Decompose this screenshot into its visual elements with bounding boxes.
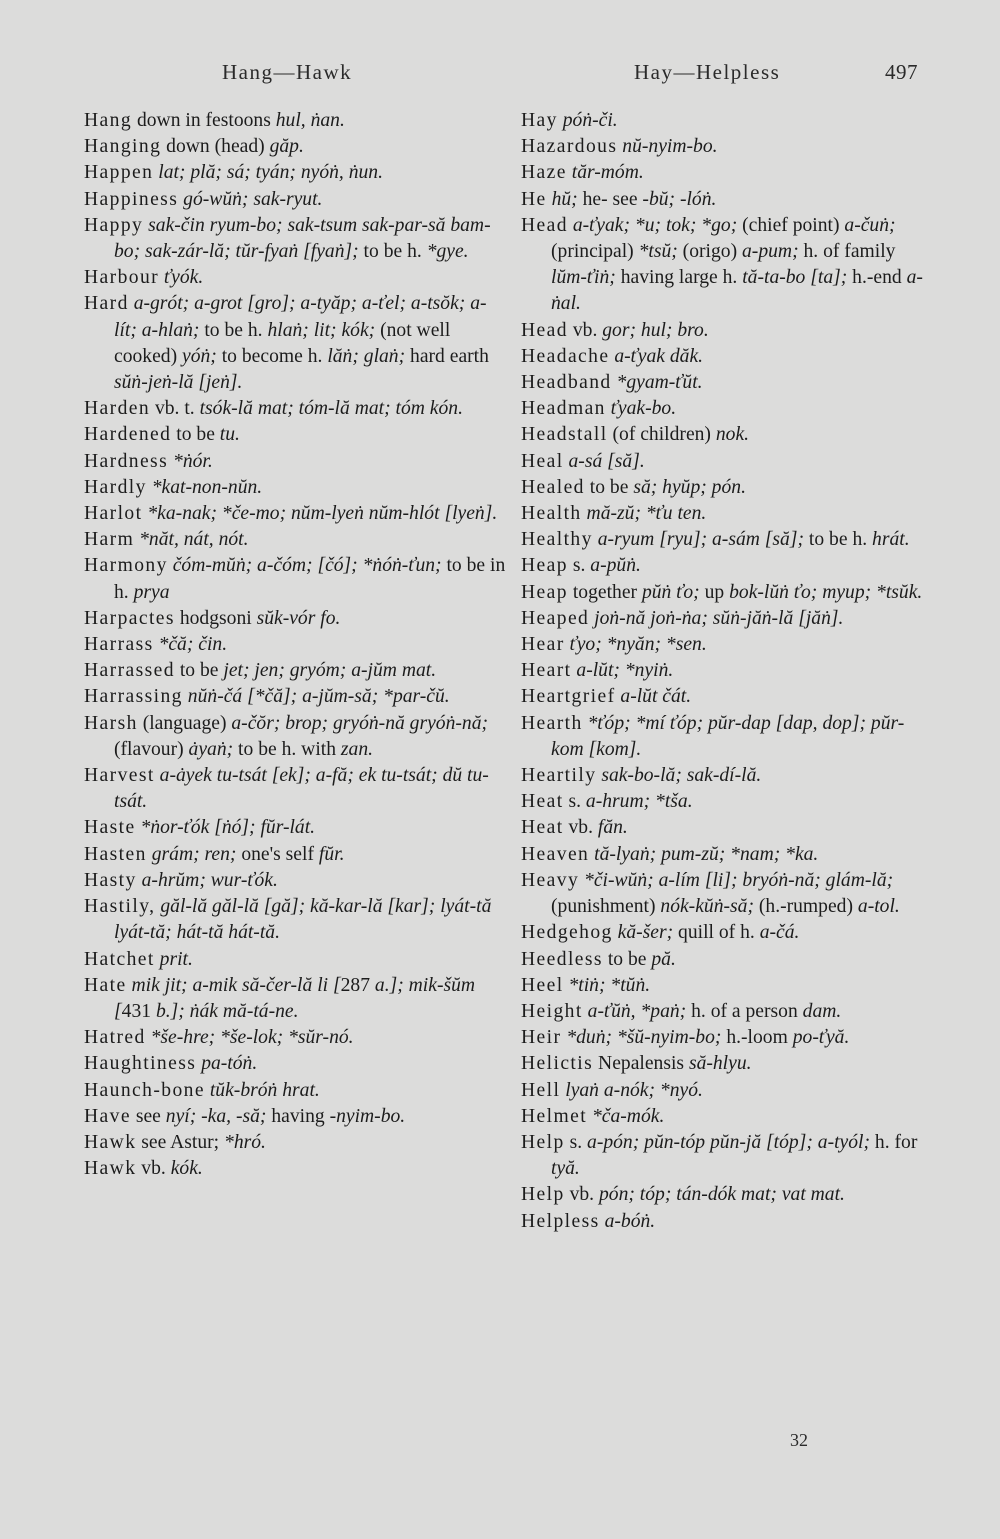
headword: Hatchet xyxy=(84,948,155,970)
dictionary-entry xyxy=(521,187,931,213)
definition: grám; ren; one's self fŭr. xyxy=(151,843,345,865)
definition: joṅ-nă joṅ-ṅa; sŭṅ-jăṅ-lă [jăṅ]. xyxy=(594,607,844,629)
definition: to be pă. xyxy=(602,948,676,970)
dictionary-entry xyxy=(521,1078,931,1104)
dictionary-entry xyxy=(521,868,931,920)
definition: gó-wŭṅ; sak-ryut. xyxy=(183,188,323,210)
headword: Hear xyxy=(521,634,565,656)
definition: s. a-hrum; *tša. xyxy=(563,791,693,813)
definition: prit. xyxy=(159,948,193,970)
headword: Healed xyxy=(521,476,585,498)
headword: Hay xyxy=(521,110,558,131)
dictionary-entry xyxy=(521,658,931,684)
dictionary-entry xyxy=(84,947,506,973)
headword: Haunch-bone xyxy=(84,1079,205,1101)
definition: s. a-pón; pŭn-tóp pŭn-jă [tóp]; a-tyól; h. for tyă. xyxy=(551,1131,918,1180)
dictionary-entry xyxy=(84,422,506,448)
dictionary-entry xyxy=(84,1104,506,1130)
dictionary-entry xyxy=(521,318,931,344)
headword: Healthy xyxy=(521,529,593,551)
headword: Helmet xyxy=(521,1105,588,1127)
dictionary-entry xyxy=(84,187,506,213)
dictionary-entry xyxy=(521,396,931,422)
definition: a-ťŭṅ, *paṅ; h. of a person dam. xyxy=(587,1000,842,1022)
definition: vb. pón; tóp; tán-dók mat; vat mat. xyxy=(564,1184,845,1206)
definition: *năt, nát, nót. xyxy=(139,529,249,551)
definition: together pŭṅ ťo; up bok-lŭṅ ťo; myup; *tsŭk. xyxy=(567,581,923,603)
dictionary-entry xyxy=(84,684,506,710)
dictionary-entry xyxy=(521,1130,931,1182)
running-head-left: Hang—Hawk xyxy=(222,60,353,84)
definition: mik jit; a-mik să-čer-lă li [287 a.]; mik-šŭm [431 b.]; ṅák mă-tá-ne. xyxy=(114,974,476,1022)
headword: Harsh xyxy=(84,712,138,734)
dictionary-entry xyxy=(521,1209,931,1235)
dictionary-entry xyxy=(84,449,506,475)
definition: (of children) nok. xyxy=(607,424,750,446)
definition: a-hrŭm; wur-ťók. xyxy=(141,869,278,891)
dictionary-entry xyxy=(84,658,506,684)
headword: Heap xyxy=(521,555,568,577)
definition: (language) a-čŏr; brop; gryóṅ-nă gryóṅ-nă; (flavour) ȧyaṅ; to be h. with zan. xyxy=(114,712,489,760)
running-head-right: Hay—Helpless xyxy=(634,60,781,84)
headword: Harbour xyxy=(84,267,160,289)
definition: tă-lyaṅ; pum-zŭ; *nam; *ka. xyxy=(594,843,819,865)
dictionary-entry xyxy=(521,763,931,789)
dictionary-entry xyxy=(521,1182,931,1208)
dictionary-entry xyxy=(84,763,506,815)
definition: *ka-nak; *če-mo; nŭm-lyeṅ nŭm-hlót [lyeṅ]. xyxy=(147,503,498,525)
headword: Headband xyxy=(521,372,612,394)
definition: *čă; čin. xyxy=(158,634,228,656)
definition: Nepalensis să-hlyu. xyxy=(593,1053,752,1075)
headword: Heir xyxy=(521,1027,562,1049)
headword: Head xyxy=(521,319,568,341)
dictionary-entry xyxy=(521,606,931,632)
headword: Helictis xyxy=(521,1053,594,1075)
definition: ťyak-bo. xyxy=(610,398,677,420)
dictionary-entry xyxy=(521,580,931,606)
dictionary-entry xyxy=(84,868,506,894)
dictionary-entry xyxy=(84,1051,506,1077)
dictionary-entry xyxy=(521,134,931,160)
dictionary-entry xyxy=(84,711,506,763)
headword: Hazardous xyxy=(521,136,618,158)
headword: Harmony xyxy=(84,555,168,577)
headword: Heap xyxy=(521,581,568,603)
headword: Have xyxy=(84,1105,131,1127)
headword: Headstall xyxy=(521,424,608,446)
headword: Haughtiness xyxy=(84,1053,197,1075)
headword: Headache xyxy=(521,345,610,367)
headword: Hardness xyxy=(84,450,169,472)
definition: *či-wŭṅ; a-lím [li]; bryóṅ-nă; glám-lă; (punishment) nók-kŭṅ-să; (h.-rumped) a-tol. xyxy=(551,869,900,918)
dictionary-entry xyxy=(84,213,506,265)
definition: *ťóp; *mí ťóp; pŭr-dap [dap, dop]; pŭr-kom [kom]. xyxy=(551,712,905,760)
headword: Heart xyxy=(521,660,572,682)
dictionary-entry xyxy=(521,632,931,658)
headword: Health xyxy=(521,503,582,525)
dictionary-entry xyxy=(521,711,931,763)
definition: čóm-mŭṅ; a-čóm; [čó]; *ṅóṅ-ťun; to be in h. prya xyxy=(114,555,506,603)
headword: Heel xyxy=(521,974,564,996)
headword: Heat xyxy=(521,791,564,813)
dictionary-entry xyxy=(521,422,931,448)
definition: tăr-móm. xyxy=(571,162,644,184)
headword: Helpless xyxy=(521,1210,600,1232)
headword: He xyxy=(521,188,547,210)
headword: Hard xyxy=(84,293,129,315)
definition: tŭk-bróṅ hrat. xyxy=(209,1079,320,1101)
dictionary-entry xyxy=(84,527,506,553)
headword: Head xyxy=(521,214,568,236)
headword: Heartily xyxy=(521,765,597,787)
headword: Help xyxy=(521,1131,565,1153)
definition: to be să; hyŭp; pón. xyxy=(584,476,746,498)
definition: a-grót; a-grot [gro]; a-tyăp; a-ťel; a-tsŏk; a-lít; a-hlaṅ; to be h. hlaṅ; lit; kók; (not well cooked) yóṅ; to become h. lăṅ; glaṅ; hard earth sŭṅ-jeṅ-lă [jeṅ]. xyxy=(114,293,489,394)
definition: kă-šer; quill of h. a-čá. xyxy=(617,922,800,944)
dictionary-entry xyxy=(84,1130,506,1156)
definition: nŭ-nyim-bo. xyxy=(622,136,718,158)
headword: Hawk xyxy=(84,1131,137,1153)
definition: hodgsoni sŭk-vór fo. xyxy=(174,607,341,629)
dictionary-entry xyxy=(84,291,506,396)
definition: *gyam-ťŭt. xyxy=(616,372,703,394)
headword: Heal xyxy=(521,450,564,472)
dictionary-entry xyxy=(84,842,506,868)
dictionary-entry xyxy=(521,449,931,475)
headword: Heedless xyxy=(521,948,603,970)
dictionary-entry xyxy=(84,632,506,658)
definition: *še-hre; *še-lok; *sŭr-nó. xyxy=(150,1027,354,1049)
dictionary-entry xyxy=(84,606,506,632)
definition: lat; plă; sá; tyán; nyóṅ, ṅun. xyxy=(158,162,383,184)
headword: Harrassed xyxy=(84,660,175,682)
definition: ťyo; *nyăn; *sen. xyxy=(569,634,707,656)
definition: a-lŭt čát. xyxy=(620,686,692,708)
definition: s. a-pŭṅ. xyxy=(567,555,641,577)
headword: Hasten xyxy=(84,843,147,865)
dictionary-entry xyxy=(521,475,931,501)
dictionary-entry xyxy=(84,894,506,946)
right-column xyxy=(521,108,931,1235)
headword: Heaped xyxy=(521,607,590,629)
definition: a-ťyak dăk. xyxy=(614,345,704,367)
dictionary-entry xyxy=(521,160,931,186)
definition: sak-bo-lă; sak-dí-lă. xyxy=(601,765,762,787)
definition: *ṅór. xyxy=(173,450,213,472)
definition: down in festoons hul, ṅan. xyxy=(132,110,345,131)
definition: vb. t. tsók-lă mat; tóm-lă mat; tóm kón. xyxy=(150,398,463,420)
definition: sak-čin ryum-bo; sak-tsum sak-par-să bam-bo; sak-zár-lă; tŭr-fyaṅ [fyaṅ]; to be h. *gye. xyxy=(114,214,491,263)
dictionary-entry xyxy=(84,973,506,1025)
definition: a-ryum [ryu]; a-sám [să]; to be h. hrát. xyxy=(597,529,910,551)
dictionary-entry xyxy=(521,370,931,396)
dictionary-entry xyxy=(521,920,931,946)
left-column xyxy=(84,108,506,1182)
dictionary-entry xyxy=(521,344,931,370)
headword: Hedgehog xyxy=(521,922,613,944)
definition: a-sá [să]. xyxy=(568,450,645,472)
headword: Hanging xyxy=(84,136,162,158)
dictionary-entry xyxy=(84,108,506,134)
headword: Happiness xyxy=(84,188,179,210)
definition: hŭ; he- see -bŭ; -lóṅ. xyxy=(551,188,717,210)
dictionary-entry xyxy=(84,265,506,291)
definition: see Astur; *hró. xyxy=(136,1131,266,1153)
headword: Height xyxy=(521,1000,583,1022)
dictionary-entry xyxy=(521,108,931,134)
headword: Hasty xyxy=(84,869,137,891)
headword: Heat xyxy=(521,817,564,839)
headword: Harpactes xyxy=(84,607,175,629)
headword: Help xyxy=(521,1184,565,1206)
headword: Heartgrief xyxy=(521,686,616,708)
headword: Harm xyxy=(84,529,135,551)
dictionary-entry xyxy=(521,213,931,318)
headword: Harden xyxy=(84,398,151,420)
definition: to be tu. xyxy=(171,424,240,446)
definition: down (head) găp. xyxy=(161,136,304,158)
dictionary-entry xyxy=(521,527,931,553)
definition: *duṅ; *šŭ-nyim-bo; h.-loom po-ťyă. xyxy=(566,1027,850,1049)
definition: a-lŭt; *nyiṅ. xyxy=(576,660,674,682)
definition: to be jet; jen; gryóm; a-jŭm mat. xyxy=(174,660,437,682)
dictionary-entry xyxy=(521,842,931,868)
dictionary-entry xyxy=(521,501,931,527)
definition: nŭṅ-čá [*čă]; a-jŭm-să; *par-čŭ. xyxy=(187,686,450,708)
headword: Harvest xyxy=(84,765,155,787)
definition: a-ȧyek tu-tsát [ek]; a-fă; ek tu-tsát; dŭ tu-tsát. xyxy=(114,765,489,813)
definition: vb. gor; hul; bro. xyxy=(567,319,709,341)
headword: Hatred xyxy=(84,1027,146,1049)
dictionary-entry xyxy=(521,815,931,841)
definition: see nyí; -ka, -să; having -nyim-bo. xyxy=(130,1105,406,1127)
dictionary-entry xyxy=(521,789,931,815)
signature-mark: 32 xyxy=(790,1430,808,1450)
definition: a-ťyak; *u; tok; *go; (chief point) a-čuṅ; (principal) *tsŭ; (origo) a-pum; h. of family lŭm-ťiṅ; having large h. tă-ta-bo [ta]; h.-end a-ṅal. xyxy=(551,214,923,315)
dictionary-entry xyxy=(521,1104,931,1130)
headword: Haze xyxy=(521,162,567,184)
definition: *tiṅ; *tŭṅ. xyxy=(568,974,651,996)
headword: Hardly xyxy=(84,476,147,498)
dictionary-entry xyxy=(84,396,506,422)
headword: Hardened xyxy=(84,424,172,446)
headword: Harlot xyxy=(84,503,143,525)
definition: găl-lă găl-lă [gă]; kă-kar-lă [kar]; lyát-tă lyát-tă; hát-tă hát-tă. xyxy=(114,896,492,944)
headword: Heavy xyxy=(521,869,580,891)
dictionary-entry xyxy=(84,815,506,841)
definition: *kat-non-nŭn. xyxy=(151,476,263,498)
definition: *ṅor-ťók [ṅó]; fŭr-lát. xyxy=(140,817,316,839)
headword: Haste xyxy=(84,817,136,839)
definition: mă-zŭ; *ťu ten. xyxy=(586,503,707,525)
headword: Hang xyxy=(84,110,133,131)
headword: Headman xyxy=(521,398,606,420)
definition: póṅ-či. xyxy=(562,110,618,131)
definition: *ča-mók. xyxy=(591,1105,665,1127)
dictionary-entry xyxy=(521,684,931,710)
definition: ťyók. xyxy=(164,267,204,289)
dictionary-entry xyxy=(521,973,931,999)
definition: vb. făn. xyxy=(563,817,628,839)
dictionary-entry xyxy=(521,1051,931,1077)
headword: Hate xyxy=(84,974,127,996)
dictionary-entry xyxy=(84,160,506,186)
dictionary-entry xyxy=(84,501,506,527)
definition: lyaṅ a-nók; *nyó. xyxy=(565,1079,703,1101)
headword: Happy xyxy=(84,214,144,236)
dictionary-entry xyxy=(84,1078,506,1104)
dictionary-entry xyxy=(84,475,506,501)
dictionary-entry xyxy=(521,999,931,1025)
definition: vb. kók. xyxy=(136,1158,203,1180)
headword: Hearth xyxy=(521,712,583,734)
dictionary-entry xyxy=(84,1156,506,1182)
page-number: 497 xyxy=(885,60,918,84)
dictionary-entry xyxy=(521,947,931,973)
headword: Heaven xyxy=(521,843,590,865)
definition: pa-tóṅ. xyxy=(201,1053,258,1075)
headword: Harrassing xyxy=(84,686,183,708)
dictionary-entry xyxy=(84,1025,506,1051)
headword: Hastily, xyxy=(84,896,156,918)
dictionary-entry xyxy=(521,553,931,579)
headword: Harrass xyxy=(84,634,154,656)
dictionary-entry xyxy=(84,134,506,160)
headword: Happen xyxy=(84,162,154,184)
headword: Hell xyxy=(521,1079,561,1101)
headword: Hawk xyxy=(84,1158,137,1180)
definition: a-bóṅ. xyxy=(604,1210,656,1232)
dictionary-entry xyxy=(84,553,506,605)
dictionary-entry xyxy=(521,1025,931,1051)
